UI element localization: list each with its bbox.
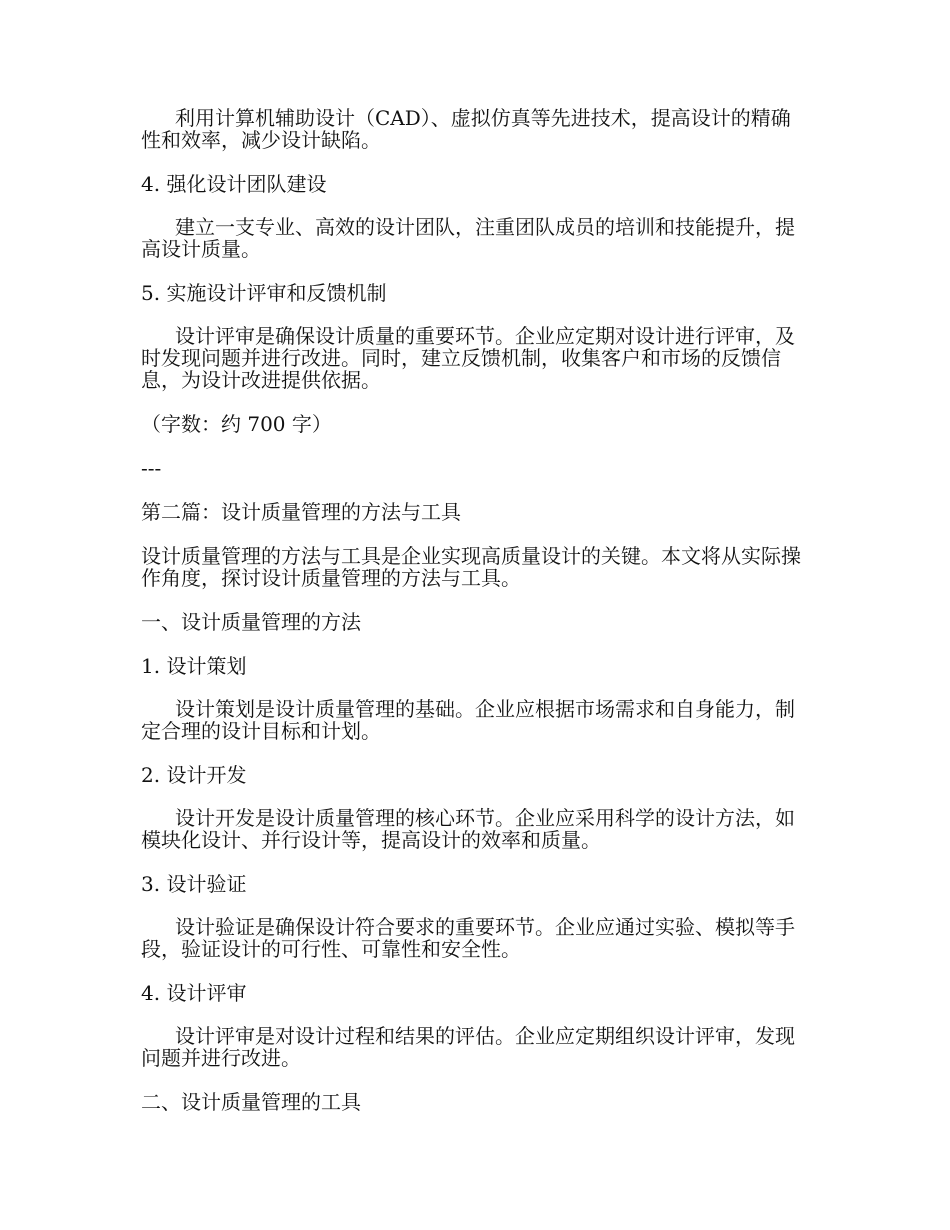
heading-design-review: 4. 设计评审 <box>141 981 247 1005</box>
paragraph-design-verification: 设计验证是确保设计符合要求的重要环节。企业应通过实验、模拟等手段，验证设计的可行性、可靠性和安全性。 <box>141 915 795 961</box>
word-count-note: （字数：约 700 字） <box>141 412 332 436</box>
heading-design-development: 2. 设计开发 <box>141 763 247 787</box>
heading-review-feedback: 5. 实施设计评审和反馈机制 <box>141 281 387 305</box>
heading-methods: 一、设计质量管理的方法 <box>141 610 361 634</box>
heading-tools: 二、设计质量管理的工具 <box>141 1090 361 1114</box>
heading-team-building: 4. 强化设计团队建设 <box>141 172 327 196</box>
heading-design-verification: 3. 设计验证 <box>141 872 247 896</box>
paragraph-design-planning: 设计策划是设计质量管理的基础。企业应根据市场需求和自身能力，制定合理的设计目标和计划。 <box>141 697 795 743</box>
article-title: 第二篇：设计质量管理的方法与工具 <box>141 500 461 524</box>
paragraph-review-feedback: 设计评审是确保设计质量的重要环节。企业应定期对设计进行评审，及时发现问题并进行改进。同时，建立反馈机制，收集客户和市场的反馈信息，为设计改进提供依据。 <box>141 324 795 392</box>
paragraph-team-building: 建立一支专业、高效的设计团队，注重团队成员的培训和技能提升，提高设计质量。 <box>141 215 795 261</box>
paragraph-design-review: 设计评审是对设计过程和结果的评估。企业应定期组织设计评审，发现问题并进行改进。 <box>141 1024 795 1070</box>
heading-design-planning: 1. 设计策划 <box>141 654 247 678</box>
document-page <box>141 107 806 1113</box>
paragraph-cad-tech: 利用计算机辅助设计（CAD）、虚拟仿真等先进技术，提高设计的精确性和效率，减少设计缺陷。 <box>141 106 791 152</box>
article-intro: 设计质量管理的方法与工具是企业实现高质量设计的关键。本文将从实际操作角度，探讨设计质量管理的方法与工具。 <box>141 544 801 590</box>
paragraph-design-development: 设计开发是设计质量管理的核心环节。企业应采用科学的设计方法，如模块化设计、并行设计等，提高设计的效率和质量。 <box>141 806 795 852</box>
section-divider: --- <box>141 456 162 480</box>
